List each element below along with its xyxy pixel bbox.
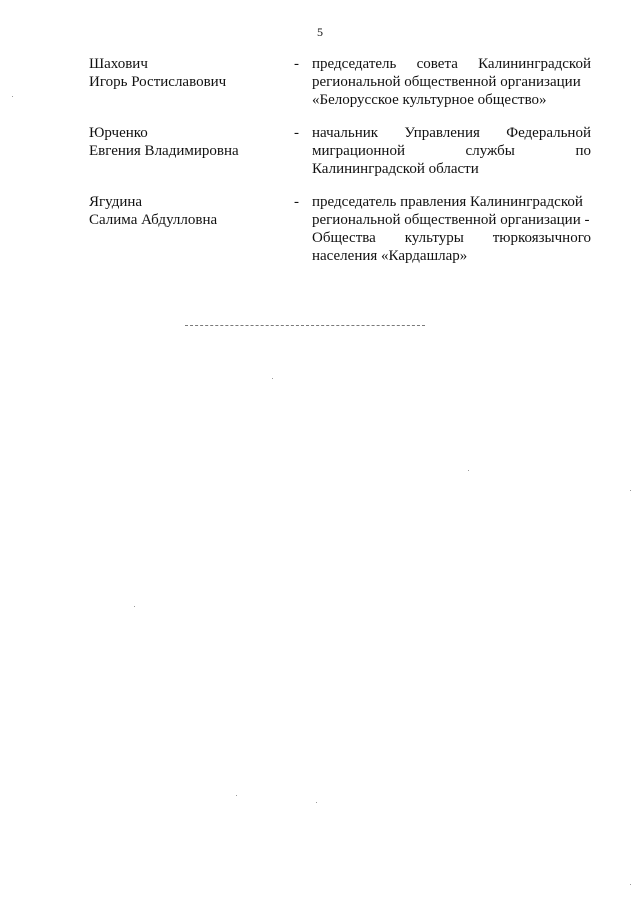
role-word: службы: [465, 143, 515, 159]
role-line: [312, 193, 591, 211]
role-line: [312, 124, 591, 142]
page-number: 5: [317, 25, 323, 39]
member-surname: Юрченко: [89, 125, 148, 141]
member-surname: Шахович: [89, 56, 148, 72]
role-word: начальник: [312, 125, 379, 141]
role-line: [312, 55, 591, 73]
entry-dash: -: [294, 56, 299, 72]
scan-speck: [316, 802, 317, 803]
scan-speck: [272, 378, 273, 379]
role-line: [312, 142, 591, 160]
member-surname: Ягудина: [89, 194, 143, 210]
scan-speck: [134, 606, 135, 607]
role-text: председатель правления Калининградской: [312, 194, 583, 210]
role-line: [312, 247, 591, 265]
scan-speck: [468, 470, 469, 471]
role-word: Общества: [312, 230, 376, 246]
scan-speck: [630, 490, 631, 491]
role-line: [312, 160, 591, 178]
role-text: Калининградской области: [312, 161, 479, 177]
scan-speck: [236, 795, 237, 796]
member-role: [312, 124, 591, 178]
role-word: по: [575, 143, 591, 159]
scan-speck: [12, 96, 13, 97]
role-text: населения «Кардашлар»: [312, 248, 468, 264]
role-text: региональной общественной организации -: [312, 212, 590, 228]
member-role: [312, 55, 591, 109]
role-word: совета: [416, 56, 458, 72]
role-word: председатель: [312, 56, 397, 72]
member-role: [312, 193, 591, 265]
role-word: Управления: [404, 125, 480, 141]
scan-speck: [630, 884, 631, 885]
entry-dash: -: [294, 125, 299, 141]
end-of-list-divider: [185, 325, 425, 326]
role-line: [312, 91, 591, 109]
role-word: Калининградской: [478, 56, 591, 72]
member-given-names: Салима Абдулловна: [89, 212, 218, 228]
role-word: культуры: [404, 230, 464, 246]
entry-dash: -: [294, 194, 299, 210]
role-line: [312, 211, 591, 229]
member-name: [89, 124, 279, 160]
role-line: [312, 73, 591, 91]
role-word: Федеральной: [506, 125, 591, 141]
member-name: [89, 55, 279, 91]
member-given-names: Евгения Владимировна: [89, 143, 239, 159]
member-given-names: Игорь Ростиславович: [89, 74, 227, 90]
role-line: [312, 229, 591, 247]
role-text: региональной общественной организации: [312, 74, 581, 90]
role-word: тюркоязычного: [492, 230, 591, 246]
member-name: [89, 193, 279, 229]
role-word: миграционной: [312, 143, 405, 159]
role-text: «Белорусское культурное общество»: [312, 92, 547, 108]
